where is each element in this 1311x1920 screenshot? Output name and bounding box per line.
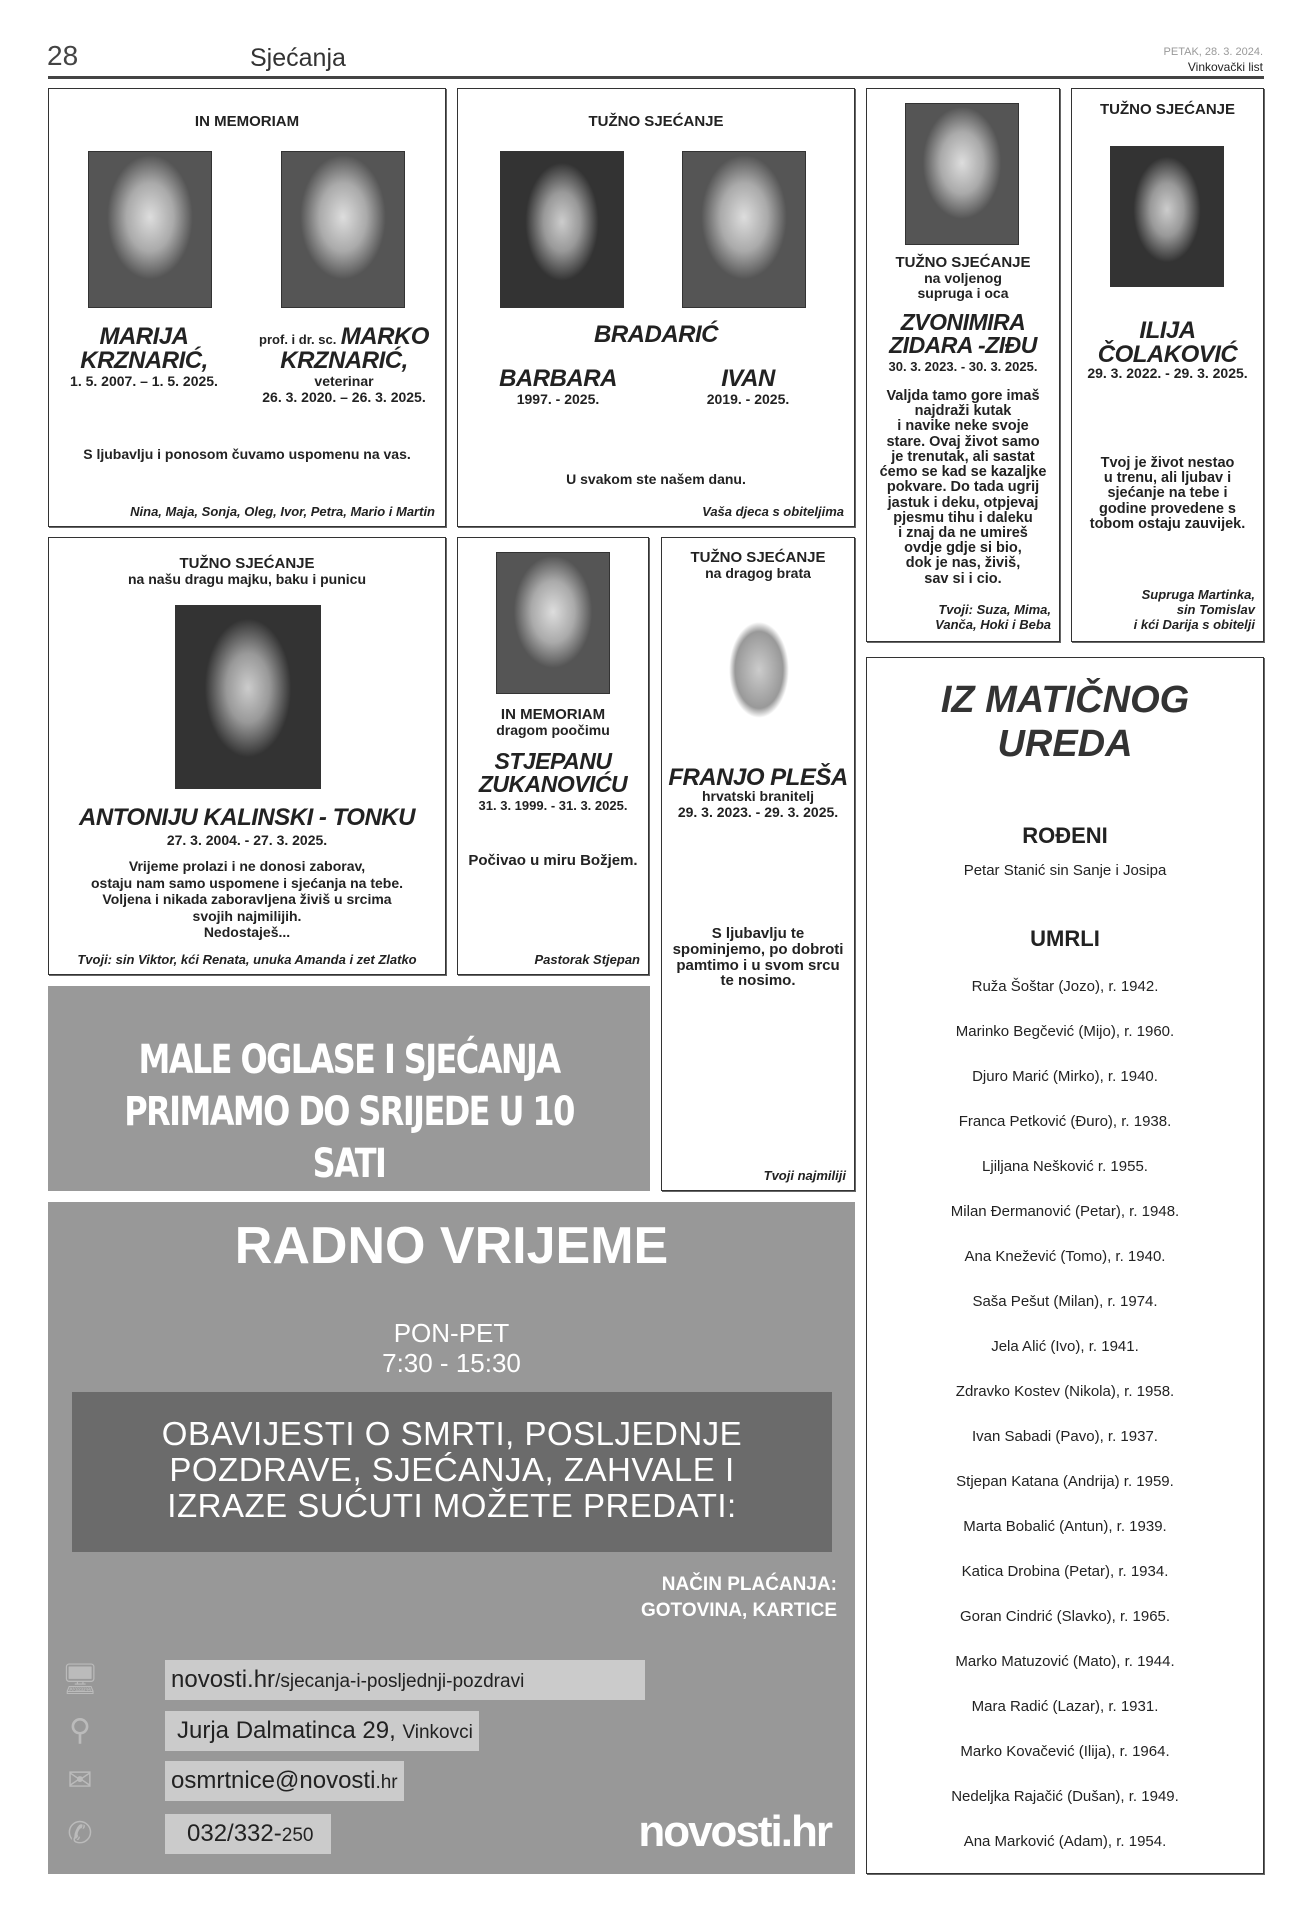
- email-tld: .hr: [375, 1772, 398, 1793]
- name: ZVONIMIRA ZIDARA -ZIĐU: [889, 309, 1037, 358]
- photo-antonija: [175, 605, 321, 789]
- dates: 29. 3. 2022. - 29. 3. 2025.: [1087, 365, 1248, 381]
- photo-marija: [88, 151, 212, 308]
- died-entry: Katica Drobina (Petar), r. 1934.: [961, 1563, 1169, 1580]
- heading: IN MEMORIAM: [194, 113, 300, 130]
- issue-date: PETAK, 28. 3. 2024.: [1163, 46, 1263, 58]
- died-entry: Ivan Sabadi (Pavo), r. 1937.: [972, 1428, 1158, 1445]
- name: FRANJO PLEŠA: [668, 764, 848, 791]
- message: Počivao u miru Božjem.: [468, 852, 638, 869]
- payment-methods: NAČIN PLAĆANJA: GOTOVINA, KARTICE: [641, 1574, 837, 1621]
- died-entry: Marko Kovačević (Ilija), r. 1964.: [960, 1743, 1170, 1760]
- photo-ivan: [682, 151, 806, 308]
- died-entry: Marta Bobalić (Antun), r. 1939.: [963, 1518, 1167, 1535]
- photo-marko: [281, 151, 405, 308]
- heading: TUŽNO SJEĆANJE: [588, 113, 724, 130]
- message: U svakom ste našem danu.: [566, 471, 746, 487]
- paper-name: Vinkovački list: [1187, 60, 1263, 74]
- dates: 30. 3. 2023. - 30. 3. 2025.: [888, 359, 1038, 374]
- registry-title: IZ MATIČNOG UREDA: [940, 679, 1190, 765]
- memorial-bradaric: [457, 88, 855, 527]
- memorial-krznaric: [48, 88, 446, 527]
- name: STJEPANU ZUKANOVIĆU: [478, 748, 628, 797]
- name: ILIJA ČOLAKOVIĆ: [1097, 317, 1238, 368]
- died-entry: Djuro Marić (Mirko), r. 1940.: [972, 1068, 1158, 1085]
- address: [165, 1711, 479, 1751]
- photo-zvonimir: [905, 103, 1019, 245]
- memorial-zidar: [866, 88, 1060, 642]
- message: Valjda tamo gore imaš najdraži kutak i navike neke svoje stare. Ovaj život samo je trenutak, ali sastat ćemo se kad se kazaljke pokvare. Do tada ugrij jastuk i deku, otpjevaj pjesmu tihu i daleku i znaj da ne umireš ovdje gdje si bio, dok je nas, živiš, sav si i cio.: [879, 388, 1047, 587]
- signature: Vaša djeca s obiteljima: [702, 504, 844, 520]
- name-marija: MARIJA KRZNARIĆ,: [80, 323, 208, 374]
- email-link[interactable]: [165, 1761, 404, 1801]
- phone-icon: ✆: [67, 1817, 93, 1850]
- photo-barbara: [500, 151, 624, 308]
- profession: veterinar: [314, 373, 374, 389]
- dates: 1. 5. 2007. – 1. 5. 2025.: [70, 373, 218, 389]
- signature: Tvoji najmiliji: [763, 1168, 846, 1184]
- name: ANTONIJU KALINSKI - TONKU: [79, 804, 415, 831]
- header-rule: [48, 76, 1264, 79]
- dates: 31. 3. 1999. - 31. 3. 2025.: [478, 798, 628, 813]
- died-entry: Mara Radić (Lazar), r. 1931.: [971, 1698, 1159, 1715]
- website-link[interactable]: [165, 1660, 645, 1700]
- heading: TUŽNO SJEĆANJE: [1099, 101, 1236, 118]
- message: S ljubavlju te spominjemo, po dobroti pamtimo i u svom srcu te nosimo.: [672, 925, 844, 990]
- page-number: 28: [47, 40, 79, 71]
- location-pin-icon: ⚲: [69, 1714, 91, 1747]
- web-domain: novosti.hr: [171, 1666, 276, 1693]
- died-entry: Marko Matuzović (Mato), r. 1944.: [955, 1653, 1175, 1670]
- signature: Pastorak Stjepan: [534, 952, 640, 968]
- name-marko: MARKO: [340, 323, 429, 350]
- born-entry: Petar Stanić sin Sanje i Josipa: [963, 862, 1167, 879]
- dates: 1997. - 2025.: [516, 391, 600, 407]
- web-path: /sjecanja-i-posljednji-pozdravi: [275, 1671, 525, 1692]
- dates: 26. 3. 2020. – 26. 3. 2025.: [262, 389, 426, 405]
- died-entry: Ana Marković (Adam), r. 1954.: [963, 1833, 1167, 1850]
- rank: hrvatski branitelj: [701, 788, 815, 804]
- heading: TUŽNO SJEĆANJE: [179, 555, 315, 572]
- promo-line1: MALE OGLASE I SJEĆANJA: [138, 1037, 560, 1083]
- signature: Nina, Maja, Sonja, Oleg, Ivor, Petra, Mario i Martin: [130, 504, 435, 520]
- ads-deadline-banner: [48, 986, 650, 1191]
- memorial-plesa: [661, 537, 855, 1191]
- died-entry: Jela Alić (Ivo), r. 1941.: [991, 1338, 1139, 1355]
- registry-office: [866, 657, 1264, 1874]
- street: Jurja Dalmatinca 29,: [177, 1717, 396, 1744]
- heading: TUŽNO SJEĆANJE: [895, 254, 1031, 271]
- city: Vinkovci: [402, 1722, 473, 1743]
- memorial-kalinski: [48, 537, 446, 975]
- working-hours-panel: [48, 1202, 855, 1874]
- signature: Tvoji: sin Viktor, kći Renata, unuka Amanda i zet Zlatko: [77, 952, 417, 968]
- memorial-colakovic: [1071, 88, 1264, 642]
- died-entry: Stjepan Katana (Andrija) r. 1959.: [956, 1473, 1174, 1490]
- died-entry: Franca Petković (Đuro), r. 1938.: [958, 1113, 1172, 1130]
- memorial-zukanovic: [457, 537, 649, 975]
- died-list: [867, 964, 1263, 1864]
- notice-text: OBAVIJESTI O SMRTI, POSLJEDNJE POZDRAVE, SJEĆANJA, ZAHVALE I IZRAZE SUĆUTI MOŽETE PREDATI:: [161, 1415, 743, 1524]
- dates: 27. 3. 2004. - 27. 3. 2025.: [166, 832, 328, 848]
- photo-stjepan: [496, 552, 610, 694]
- envelope-icon: ✉: [67, 1764, 93, 1797]
- subheading: na voljenog supruga i oca: [917, 270, 1009, 301]
- phone-number[interactable]: [165, 1814, 331, 1854]
- surname: BRADARIĆ: [594, 321, 718, 348]
- died-entry: Milan Đermanović (Petar), r. 1948.: [950, 1203, 1180, 1220]
- subheading: na dragog brata: [705, 565, 811, 581]
- email: osmrtnice@novosti: [171, 1767, 376, 1794]
- monitor-icon: 🖥: [60, 1663, 100, 1696]
- dates: 2019. - 2025.: [706, 391, 790, 407]
- hours-days: PON-PET: [393, 1318, 510, 1348]
- message: Vrijeme prolazi i ne donosi zaborav, ostaju nam samo uspomene i sjećanja na tebe. Voljena i nikada zaboravljena živiš u srcima svojih najmilijih. Nedostaješ...: [91, 858, 403, 941]
- surname: KRZNARIĆ,: [280, 347, 408, 374]
- signature: Supruga Martinka, sin Tomislav i kći Darija s obitelji: [1133, 587, 1255, 633]
- phone-ext: 250: [281, 1825, 314, 1846]
- died-entry: Zdravko Kostev (Nikola), r. 1958.: [955, 1383, 1175, 1400]
- died-entry: Ruža Šoštar (Jozo), r. 1942.: [971, 978, 1159, 995]
- heading: IN MEMORIAM: [500, 706, 606, 723]
- phone: 032/332-: [187, 1820, 282, 1847]
- name-ivan: IVAN: [721, 365, 775, 392]
- message: S ljubavlju i ponosom čuvamo uspomenu na vas.: [83, 446, 411, 462]
- heading: TUŽNO SJEĆANJE: [690, 549, 826, 566]
- section-title: Sjećanja: [250, 44, 346, 72]
- title-prefix: prof. i dr. sc.: [259, 332, 337, 347]
- name-barbara: BARBARA: [499, 365, 617, 392]
- signature: Tvoji: Suza, Mima, Vanča, Hoki i Beba: [935, 602, 1051, 633]
- subheading: na našu dragu majku, baku i punicu: [127, 571, 367, 587]
- message: Tvoj je život nestao u trenu, ali ljubav i sjećanje na tebe i godine provedene s tobom ostaju zauvijek.: [1089, 455, 1246, 532]
- notice-box: [72, 1392, 832, 1552]
- born-heading: ROĐENI: [1022, 823, 1108, 848]
- hours-title: RADNO VRIJEME: [234, 1217, 669, 1275]
- hours-time: 7:30 - 15:30: [382, 1348, 521, 1378]
- died-entry: Nedeljka Rajačić (Dušan), r. 1949.: [951, 1788, 1179, 1805]
- dates: 29. 3. 2023. - 29. 3. 2025.: [677, 804, 839, 820]
- died-heading: UMRLI: [1030, 926, 1100, 951]
- died-entry: Ljiljana Nešković r. 1955.: [982, 1158, 1148, 1175]
- photo-ilija: [1110, 146, 1224, 287]
- subheading: dragom poočimu: [496, 722, 610, 738]
- died-entry: Saša Pešut (Milan), r. 1974.: [972, 1293, 1158, 1310]
- photo-franjo: [702, 606, 816, 748]
- died-entry: Ana Knežević (Tomo), r. 1940.: [964, 1248, 1166, 1265]
- died-entry: Marinko Begčević (Mijo), r. 1960.: [955, 1023, 1175, 1040]
- novosti-logo: novosti.hr: [638, 1807, 831, 1856]
- died-entry: Goran Cindrić (Slavko), r. 1965.: [959, 1608, 1171, 1625]
- promo-line2: PRIMAMO DO SRIJEDE U 10 SATI: [124, 1089, 574, 1187]
